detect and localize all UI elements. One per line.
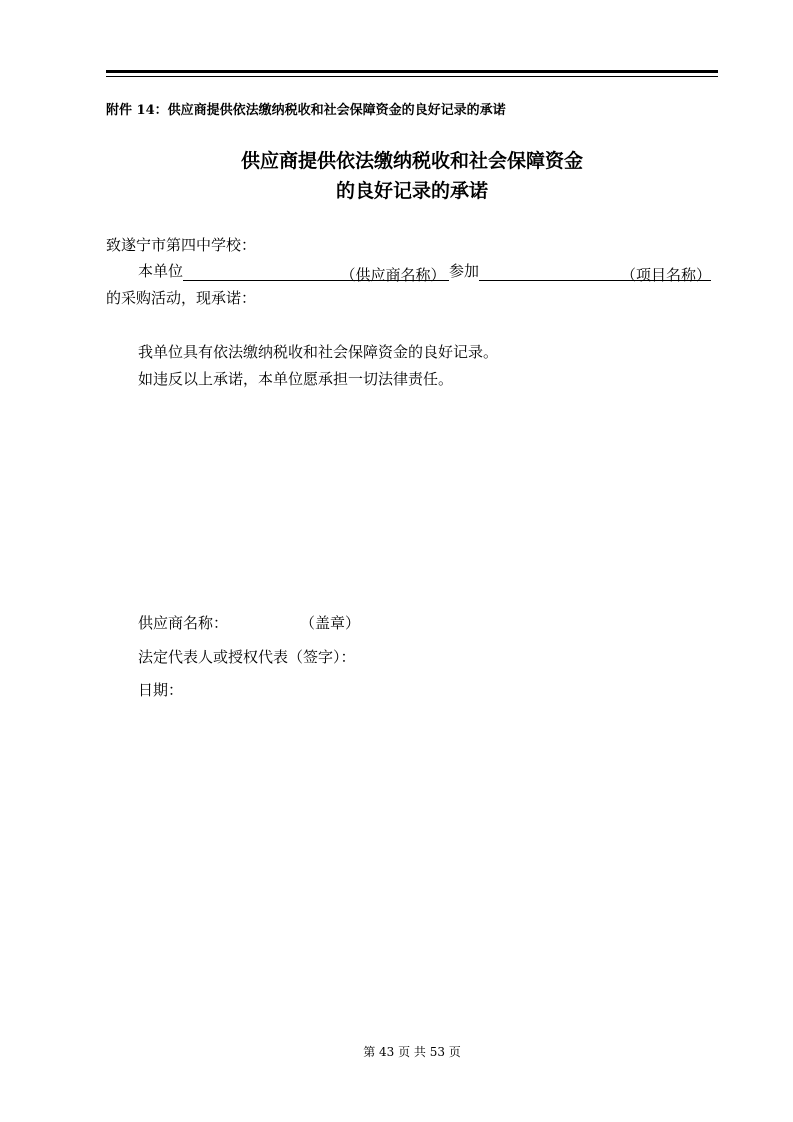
intro-line bbox=[138, 260, 712, 284]
document-title-line1: 供应商提供依法缴纳税收和社会保障资金 bbox=[240, 150, 583, 172]
supplier-name-blank bbox=[183, 264, 337, 281]
document-title-line2: 的良好记录的承诺 bbox=[335, 180, 488, 202]
attachment-label: 附件 14：供应商提供依法缴纳税收和社会保障资金的良好记录的承诺 bbox=[106, 103, 506, 118]
seal-label: （盖章） bbox=[300, 614, 361, 632]
representative-label: 法定代表人或授权代表（签字）： bbox=[138, 648, 356, 666]
page-number: 第 43 页 共 53 页 bbox=[363, 1045, 461, 1059]
project-name-blank bbox=[479, 264, 615, 281]
date-label: 日期： bbox=[138, 681, 184, 699]
intro-suffix: 的采购活动，现承诺： bbox=[106, 289, 257, 307]
statement-1: 我单位具有依法缴纳税收和社会保障资金的良好记录。 bbox=[138, 343, 499, 361]
supplier-name-label: 供应商名称： bbox=[138, 614, 229, 632]
intro-prefix: 本单位 bbox=[138, 262, 184, 280]
join-text: 参加 bbox=[449, 262, 480, 280]
addressee: 致遂宁市第四中学校： bbox=[106, 236, 257, 254]
supplier-name-hint: （供应商名称） bbox=[337, 264, 449, 281]
project-name-hint: （项目名称） bbox=[615, 264, 711, 281]
statement-2: 如违反以上承诺，本单位愿承担一切法律责任。 bbox=[138, 370, 454, 388]
header-rule-thick bbox=[106, 70, 718, 73]
header-rule-thin bbox=[106, 76, 718, 77]
